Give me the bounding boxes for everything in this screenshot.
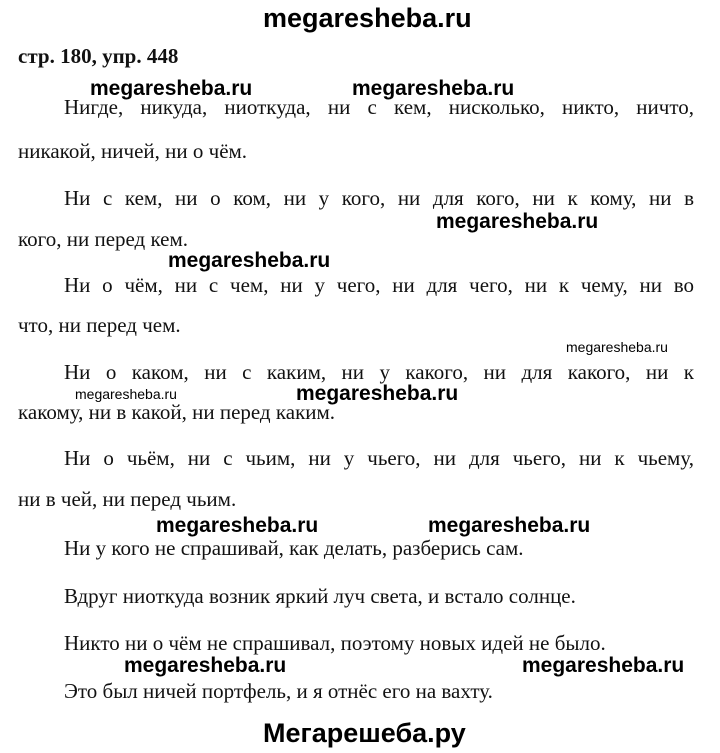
header-watermark: megaresheba.ru: [263, 3, 472, 33]
text-line: что, ни перед чем.: [18, 313, 181, 337]
watermark: megaresheba.ru: [436, 210, 599, 233]
text-line: Нигде, никуда, ниоткуда, ни с кем, нисколько, никто, ничто,: [64, 95, 694, 119]
text-line: Ни о каком, ни с каким, ни у какого, ни для какого, ни к: [64, 360, 694, 384]
footer-watermark: Мегарешеба.ру: [263, 718, 466, 748]
text-line: Вдруг ниоткуда возник яркий луч света, и встало солнце.: [64, 584, 576, 608]
text-line: Ни о чьём, ни с чьим, ни у чьего, ни для чьего, ни к чьему,: [64, 446, 694, 470]
text-line: ни в чей, ни перед чьим.: [18, 487, 237, 511]
watermark: megaresheba.ru: [90, 77, 253, 100]
text-line: Никто ни о чём не спрашивал, поэтому новых идей не было.: [64, 631, 606, 655]
watermark: megaresheba.ru: [75, 386, 177, 402]
text-line: Это был ничей портфель, и я отнёс его на вахту.: [64, 679, 493, 703]
text-line: какому, ни в какой, ни перед каким.: [18, 400, 336, 424]
text-line: Ни с кем, ни о ком, ни у кого, ни для кого, ни к кому, ни в: [64, 186, 694, 210]
watermark: megaresheba.ru: [124, 654, 287, 677]
watermark: megaresheba.ru: [522, 654, 685, 677]
text-line: никакой, ничей, ни о чём.: [18, 139, 248, 163]
text-line: Ни о чём, ни с чем, ни у чего, ни для чего, ни к чему, ни во: [64, 273, 694, 297]
exercise-heading: стр. 180, упр. 448: [18, 44, 179, 68]
watermark: megaresheba.ru: [156, 514, 319, 537]
text-line: Ни у кого не спрашивай, как делать, разберись сам.: [64, 536, 524, 560]
text-line: кого, ни перед кем.: [18, 227, 189, 251]
watermark: megaresheba.ru: [168, 249, 331, 272]
watermark: megaresheba.ru: [296, 382, 459, 405]
watermark: megaresheba.ru: [352, 77, 515, 100]
watermark: megaresheba.ru: [566, 339, 668, 355]
watermark: megaresheba.ru: [428, 514, 591, 537]
